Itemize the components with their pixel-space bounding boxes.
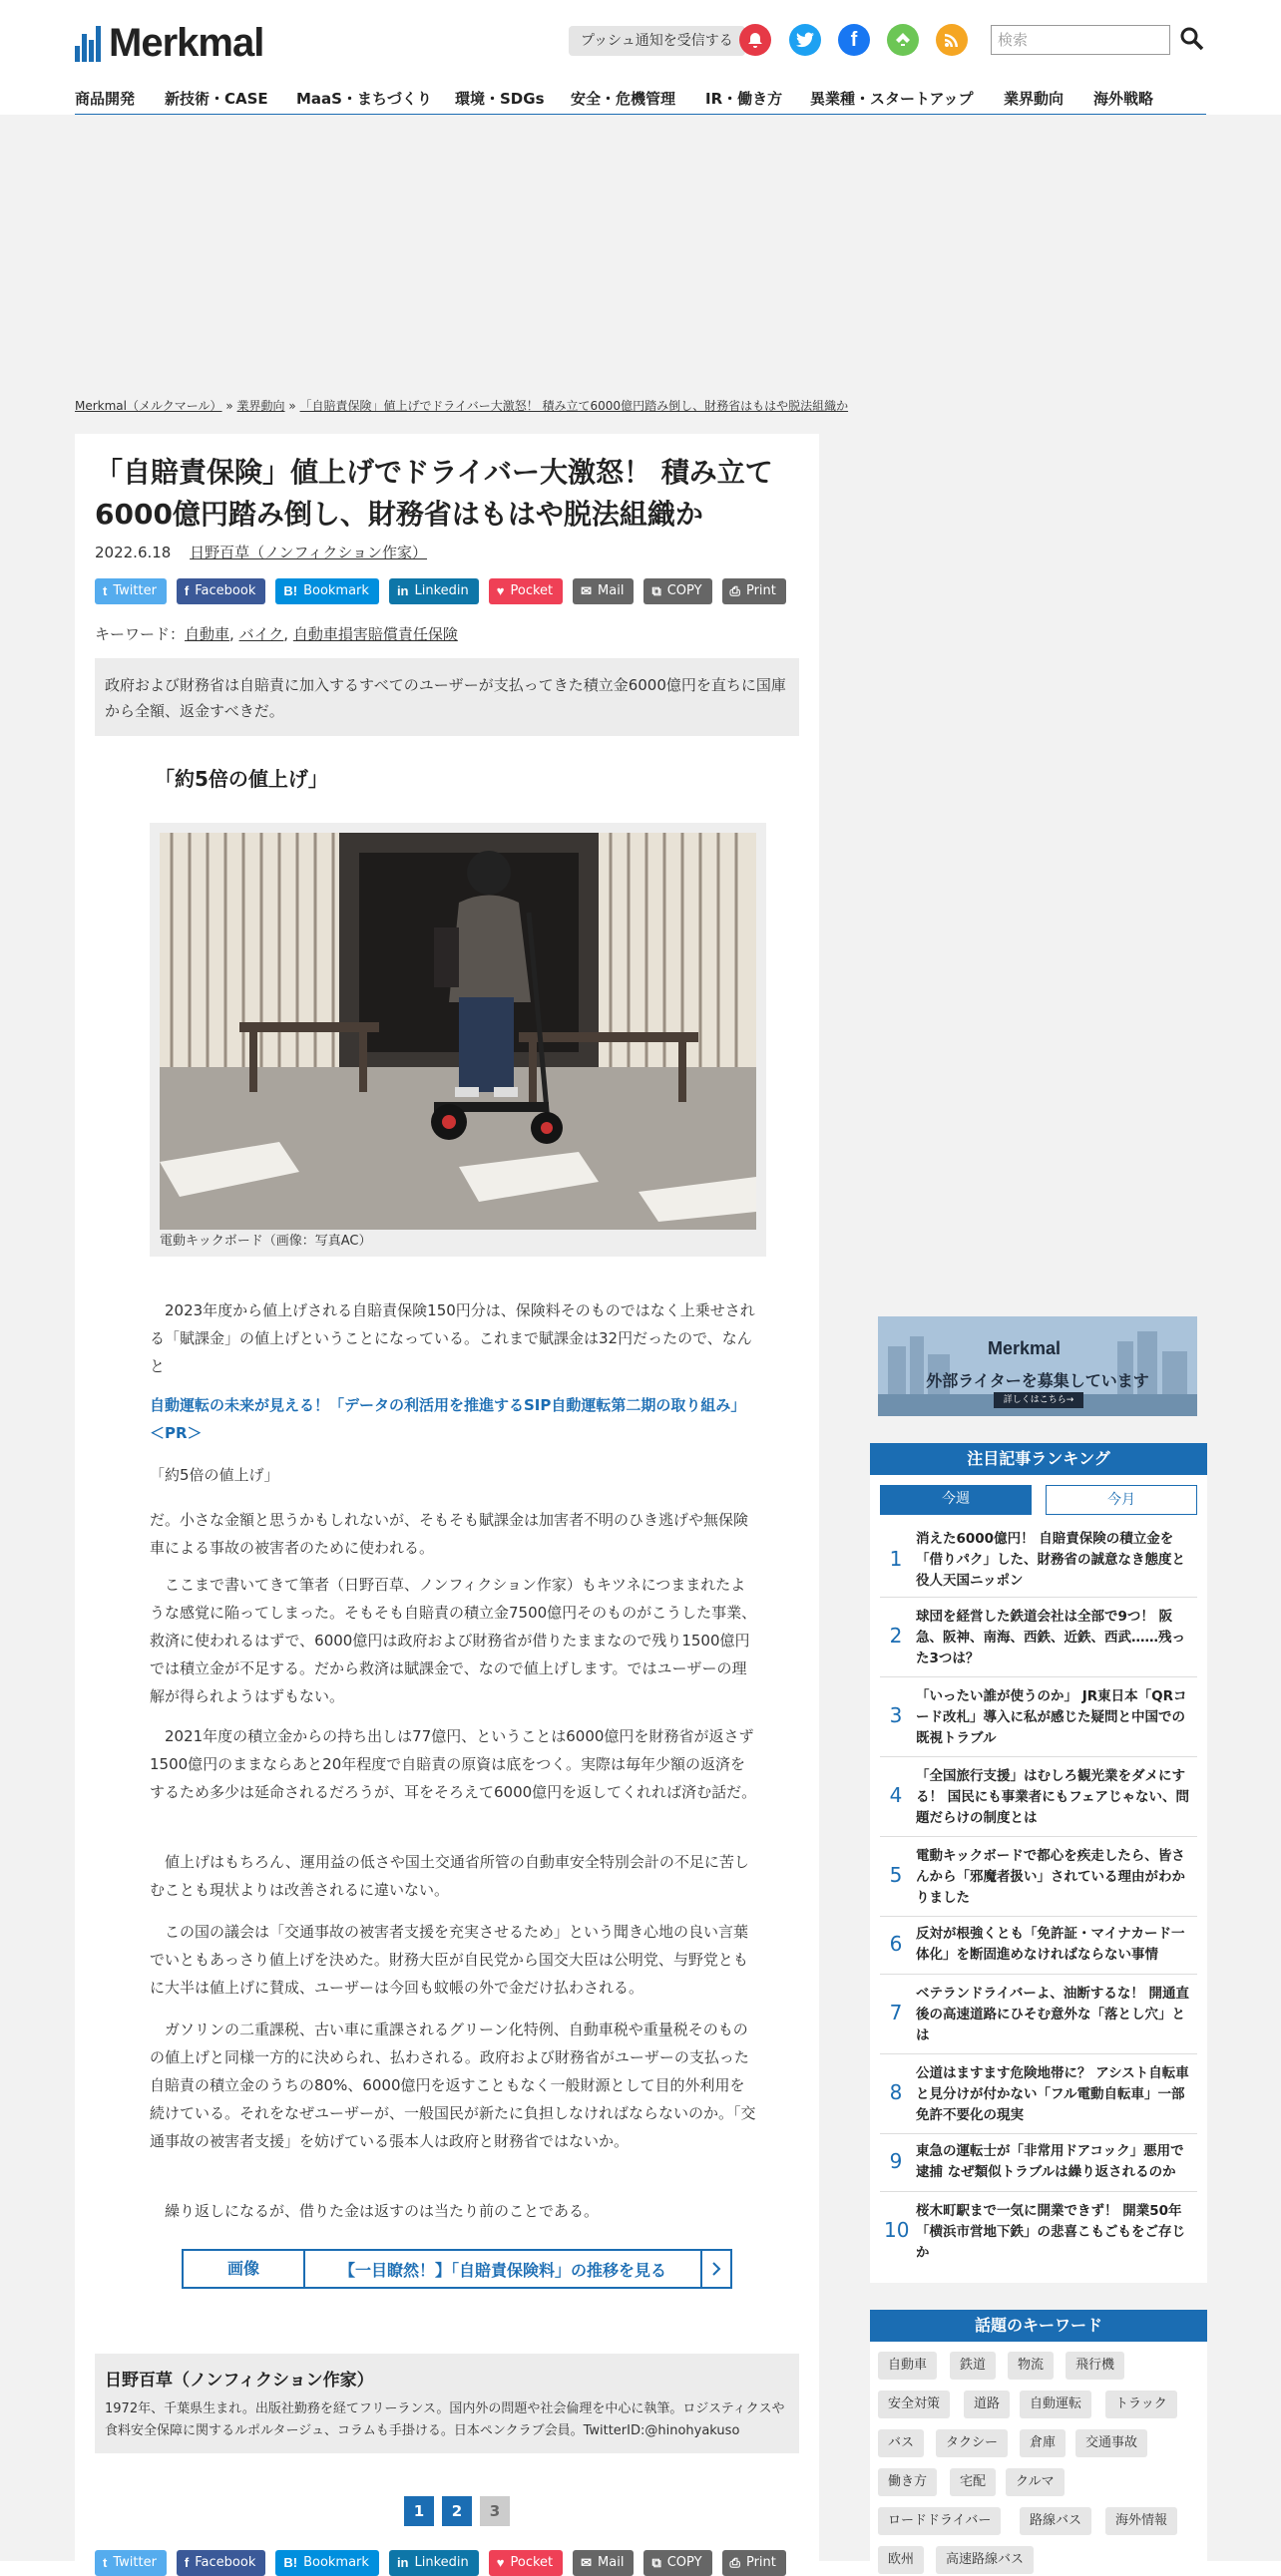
share-linkedin-button[interactable]: in Linkedin [389, 578, 479, 604]
print-button[interactable]: ⎙ Print [722, 578, 786, 604]
copy-link-button[interactable]: ⧉ COPY [643, 578, 711, 604]
chevron-right-icon [700, 2251, 730, 2287]
site-logo[interactable] [75, 22, 263, 64]
keyword-tag[interactable]: 海外情報 [1105, 2507, 1177, 2535]
rank-number: 10 [884, 2218, 910, 2242]
rank-number: 8 [889, 2080, 903, 2104]
keyword-tag[interactable]: 安全対策 [878, 2391, 950, 2418]
breadcrumb-category[interactable]: 業界動向 [236, 399, 285, 413]
hatena-bookmark-icon: B! [283, 2555, 298, 2570]
push-notification-button[interactable]: プッシュ通知を受信する [569, 26, 745, 56]
article-paragraph: 繰り返しになるが、借りた金は返すのは当たり前のことである。 [165, 2202, 600, 2220]
ranking-item[interactable] [880, 2053, 1197, 2134]
keywords-heading: 話題のキーワード [870, 2310, 1207, 2342]
breadcrumb-separator: » [288, 399, 296, 413]
ranking-item[interactable] [880, 2191, 1197, 2271]
article-lead: 政府および財務省は自賠責に加入するすべてのユーザーが支払ってきた積立金6000億円を直ちに国庫から全額、返金すべきだ。 [95, 658, 799, 736]
rank-number: 9 [889, 2149, 903, 2173]
ranking-item[interactable] [880, 1756, 1197, 1837]
keyword-link[interactable]: バイク [238, 625, 284, 643]
site-header [0, 0, 1281, 115]
ad-space [0, 115, 1281, 394]
rank-number: 6 [889, 1932, 903, 1956]
rank-title: 反対が根強くとも「免許証・マイナカード一体化」を断固進めなければならない事情 [916, 1926, 1185, 1963]
article-paragraph: 値上げはもちろん、運用益の低さや国土交通省所管の自動車安全特別会計の不足に苦しむことも現状よりは改善されるに違いない。 [150, 1853, 749, 1899]
article-photo [150, 823, 766, 1257]
inline-heading: 「約5倍の値上げ」 [150, 1466, 279, 1484]
author-link[interactable]: 日野百草（ノンフィクション作家） [190, 544, 428, 561]
print-icon: ⎙ [729, 583, 740, 598]
keyword-tag[interactable]: 働き方 [878, 2468, 937, 2496]
share-mail-button[interactable]: ✉ Mail [573, 2550, 634, 2576]
ranking-item[interactable] [880, 1836, 1197, 1917]
article-paragraph: 2021年度の積立金からの持ち出しは77億円、ということは6000億円を財務省が返さず1500億円のままならあと20年程度で自賠責の原資は底をつく。実際は毎年少額の返済をするため多少は延命されるだろうが、耳をそろえて6000億円を返してくれれば済む話だ。 [150, 1727, 757, 1801]
article-paragraph: だ。小さな金額と思うかもしれないが、そもそも賦課金は加害者不明のひき逃げや無保険車による事故の被害者のために使われる。 [150, 1511, 749, 1557]
author-bio: 1972年、千葉県生まれ。出版社勤務を経てフリーランス。国内外の問題や社会倫理を中心に執筆。ロジスティクスや食料安全保障に関するルポルタージュ、コラムも手掛ける。日本ペンクラブ会員。TwitterID:@hinohyakuso [105, 2401, 785, 2438]
ranking-panel [870, 1475, 1207, 2283]
image-gallery-link[interactable] [182, 2249, 732, 2289]
rank-title: 桜木町駅まで一気に開業できず！ 開業50年「横浜市営地下鉄」の悲喜こもごもをご存じか [916, 2203, 1185, 2261]
keyword-tag[interactable]: バス [878, 2429, 924, 2457]
keyword-tag[interactable]: トラック [1105, 2391, 1177, 2418]
keyword-list: キーワード：自動車, バイク, 自動車損害賠償責任保険 [95, 625, 458, 643]
nav-item[interactable]: 業界動向 [1004, 90, 1065, 108]
rss-icon[interactable] [936, 24, 968, 56]
article-date: 2022.6.18 [95, 544, 172, 561]
page-2-button[interactable]: 2 [442, 2496, 472, 2526]
search-input[interactable]: 検索 [991, 25, 1170, 55]
facebook-icon[interactable]: f [838, 24, 870, 56]
copy-link-button[interactable]: ⧉ COPY [643, 2550, 711, 2576]
feedly-icon[interactable] [887, 24, 919, 56]
ranking-item[interactable] [880, 1523, 1197, 1598]
share-twitter-button[interactable]: t Twitter [95, 578, 167, 604]
copy-icon: ⧉ [651, 2555, 661, 2570]
nav-item[interactable]: 安全・危機管理 [571, 90, 676, 108]
rank-title: 公道はますます危険地帯に？ アシスト自転車と見分けが付かない「フル電動自転車」一部免許不要化の現実 [916, 2065, 1189, 2123]
mail-icon: ✉ [581, 583, 593, 598]
nav-item[interactable]: 新技術・CASE [165, 90, 268, 108]
twitter-icon: t [103, 583, 108, 598]
ranking-heading: 注目記事ランキング [870, 1443, 1207, 1475]
keyword-tag[interactable]: タクシー [936, 2429, 1008, 2457]
keyword-tag[interactable]: 交通事故 [1075, 2429, 1147, 2457]
rank-number: 3 [889, 1703, 903, 1727]
nav-item[interactable]: 環境・SDGs [455, 90, 545, 108]
share-pocket-button[interactable]: ♥ Pocket [489, 578, 563, 604]
image-link-text: 【一目瞭然！】「自賠責保険料」の推移を見る [338, 2260, 666, 2280]
keyword-tag[interactable]: クルマ [1006, 2468, 1065, 2496]
article-meta [95, 542, 427, 562]
page-3-button[interactable]: 3 [480, 2496, 510, 2526]
article [75, 434, 819, 2570]
rank-title: 電動キックボードで都心を疾走したら、皆さんから「邪魔者扱い」されている理由がわかりました [916, 1848, 1185, 1906]
share-linkedin-button[interactable]: in Linkedin [389, 2550, 479, 2576]
rank-title: 東急の運転士が「非常用ドアコック」悪用で逮捕 なぜ類似トラブルは繰り返されるのか [916, 2143, 1184, 2180]
nav-item[interactable]: 異業種・スタートアップ [810, 90, 974, 108]
rank-number: 7 [889, 2001, 903, 2024]
rank-number: 5 [889, 1863, 903, 1887]
search-icon[interactable] [1179, 26, 1205, 52]
hatena-bookmark-icon: B! [283, 583, 298, 598]
breadcrumb-current[interactable]: 「自賠責保険」値上げでドライバー大激怒！ 積み立て6000億円踏み倒し、財務省はもはや脱法組織か [299, 399, 849, 413]
copy-icon: ⧉ [651, 583, 661, 598]
author-profile [95, 2354, 799, 2453]
share-bookmark-button[interactable]: B! Bookmark [275, 578, 379, 604]
tab-week[interactable]: 今週 [880, 1485, 1032, 1515]
ranking-tabs [880, 1485, 1197, 1515]
rank-title: 「全国旅行支援」はむしろ観光業をダメにする！ 国民にも事業者にもフェアじゃない、問題だらけの制度とは [916, 1768, 1190, 1826]
twitter-icon: t [103, 2555, 108, 2570]
nav-item[interactable]: MaaS・まちづくり [296, 90, 432, 108]
rank-number: 1 [889, 1547, 903, 1571]
article-paragraph: ガソリンの二重課税、古い車に重課されるグリーン化特例、自動車税や重量税そのものの値上げと同様一方的に決められ、払わされる。政府および財務省がユーザーの支払った自賠責の積立金のうちの80%、6000億円を返すこともなく一般財源として目的外利用を続けている。それをなぜユーザーが、一般国民が新たに負担しなければならないのか。「交通事故の被害者支援」を妨げている張本人は政府と財務省ではないか。 [150, 2021, 756, 2150]
keyword-tag[interactable]: 高速路線バス [936, 2546, 1034, 2574]
page-1-button[interactable]: 1 [404, 2496, 434, 2526]
pocket-icon: ♥ [496, 2555, 505, 2570]
mail-icon: ✉ [581, 2555, 593, 2570]
share-mail-button[interactable]: ✉ Mail [573, 578, 634, 604]
breadcrumb-home[interactable]: Merkmal（メルクマール） [75, 399, 222, 413]
ranking-item[interactable] [880, 1676, 1197, 1757]
share-twitter-button[interactable]: t Twitter [95, 2550, 167, 2576]
share-facebook-button[interactable]: f Facebook [177, 578, 265, 604]
keyword-tag[interactable]: 物流 [1008, 2352, 1054, 2380]
banner-button[interactable]: 詳しくはこちら→ [994, 1392, 1083, 1408]
author-name[interactable]: 日野百草（ノンフィクション作家） [105, 2371, 374, 2391]
breadcrumb [75, 397, 848, 414]
keywords-label: キーワード： [95, 625, 186, 643]
keyword-tag[interactable]: 飛行機 [1066, 2352, 1124, 2380]
share-bar-bottom [95, 2550, 796, 2576]
share-bookmark-button[interactable]: B! Bookmark [275, 2550, 379, 2576]
keyword-tag[interactable]: ロードドライバー [878, 2507, 1001, 2535]
ranking-item[interactable] [880, 1597, 1197, 1677]
category-nav [75, 80, 1206, 117]
share-facebook-button[interactable]: f Facebook [177, 2550, 265, 2576]
print-button[interactable]: ⎙ Print [722, 2550, 786, 2576]
pagination [404, 2496, 518, 2526]
nav-item[interactable]: IR・働き方 [705, 90, 783, 108]
linkedin-icon: in [396, 2555, 409, 2570]
rank-title: 球団を経営した鉄道会社は全部で9つ！ 阪急、阪神、南海、西鉄、近鉄、西武……残った3つは？ [916, 1609, 1185, 1666]
facebook-icon: f [184, 2555, 190, 2570]
photo-caption: 電動キックボード（画像：写真AC） [160, 1234, 372, 1249]
writer-recruit-banner[interactable] [878, 1316, 1197, 1416]
keyword-link[interactable]: 自動車損害賠償責任保険 [292, 625, 458, 643]
twitter-icon[interactable] [789, 24, 821, 56]
section-heading: 「約5倍の値上げ」 [155, 767, 328, 791]
keyword-tag[interactable]: 倉庫 [1020, 2429, 1066, 2457]
facebook-icon: f [184, 583, 190, 598]
ranking-item[interactable] [880, 2133, 1197, 2192]
image-link-label: 画像 [184, 2251, 305, 2287]
article-title: 「自賠責保険」値上げでドライバー大激怒！ 積み立て6000億円踏み倒し、財務省はもはや脱法組織か [95, 456, 773, 531]
tab-month[interactable]: 今月 [1046, 1485, 1197, 1515]
keyword-tag[interactable]: 路線バス [1020, 2507, 1091, 2535]
keyword-tag[interactable]: 自動運転 [1020, 2391, 1091, 2418]
pocket-icon: ♥ [496, 583, 505, 598]
ranking-item[interactable] [880, 1974, 1197, 2054]
keyword-link[interactable]: 自動車 [185, 625, 230, 643]
nav-item[interactable]: 商品開発 [75, 90, 136, 108]
photo-kickboard-image [160, 833, 756, 1230]
rank-title: ベテランドライバーよ、油断するな！ 開通直後の高速道路にひそむ意外な「落とし穴」とは [916, 1986, 1190, 2043]
pr-link[interactable]: 自動運転の未来が見える！「データの利活用を推進するSIP自動運転第二期の取り組み」＜PR＞ [150, 1396, 746, 1442]
share-pocket-button[interactable]: ♥ Pocket [489, 2550, 563, 2576]
breadcrumb-separator: » [225, 399, 233, 413]
banner-text: 外部ライターを募集しています [926, 1371, 1149, 1390]
share-bar [95, 578, 796, 604]
rank-title: 消えた6000億円！ 自賠責保険の積立金を「借りパク」した、財務省の誠意なき態度と役人天国ニッポン [916, 1531, 1185, 1589]
nav-item[interactable]: 海外戦略 [1093, 90, 1154, 108]
keyword-tag[interactable]: 欧州 [878, 2546, 924, 2574]
keyword-tag[interactable]: 宅配 [950, 2468, 996, 2496]
logo-bars-icon [75, 24, 103, 62]
keyword-tag[interactable]: 道路 [964, 2391, 1010, 2418]
rank-title: 「いったい誰が使うのか」 JR東日本「QRコード改札」導入に私が感じた疑問と中国での既視トラブル [916, 1688, 1187, 1746]
print-icon: ⎙ [729, 2555, 740, 2570]
article-paragraph: 2023年度から値上げされる自賠責保険150円分は、保険料そのものではなく上乗せされる「賦課金」の値上げということになっている。これまで賦課金は32円だったので、なんと [150, 1301, 755, 1375]
banner-logo: Merkmal [988, 1338, 1062, 1358]
rank-number: 4 [889, 1783, 903, 1807]
linkedin-icon: in [396, 583, 409, 598]
article-paragraph: この国の議会は「交通事故の被害者支援を充実させるため」という聞き心地の良い言葉でいともあっさり値上げを決めた。財務大臣が自民党から国交大臣は公明党、与野党ともに大半は値上げに賛成、ユーザーは今回も蚊帳の外で金だけ払わされる。 [150, 1923, 749, 1997]
ranking-item[interactable] [880, 1916, 1197, 1975]
keyword-tag[interactable]: 自動車 [878, 2352, 937, 2380]
keyword-cloud [870, 2342, 1207, 2571]
article-paragraph: ここまで書いてきて筆者（日野百草、ノンフィクション作家）もキツネにつままれたような感覚に陥ってしまった。そもそも自賠責の積立金7500億円そのものがこうした事業、救済に使われるはずで、6000億円は政府および財務省が借りたままなので残り1500億円では積立金が不足する。だから救済は賦課金で、なので値上げします。ではユーザーの理解が得られようはずもない。 [150, 1576, 757, 1705]
keyword-tag[interactable]: 鉄道 [950, 2352, 996, 2380]
bell-icon[interactable] [739, 24, 771, 56]
rank-number: 2 [889, 1624, 903, 1648]
logo-text: Merkmal [109, 20, 264, 65]
